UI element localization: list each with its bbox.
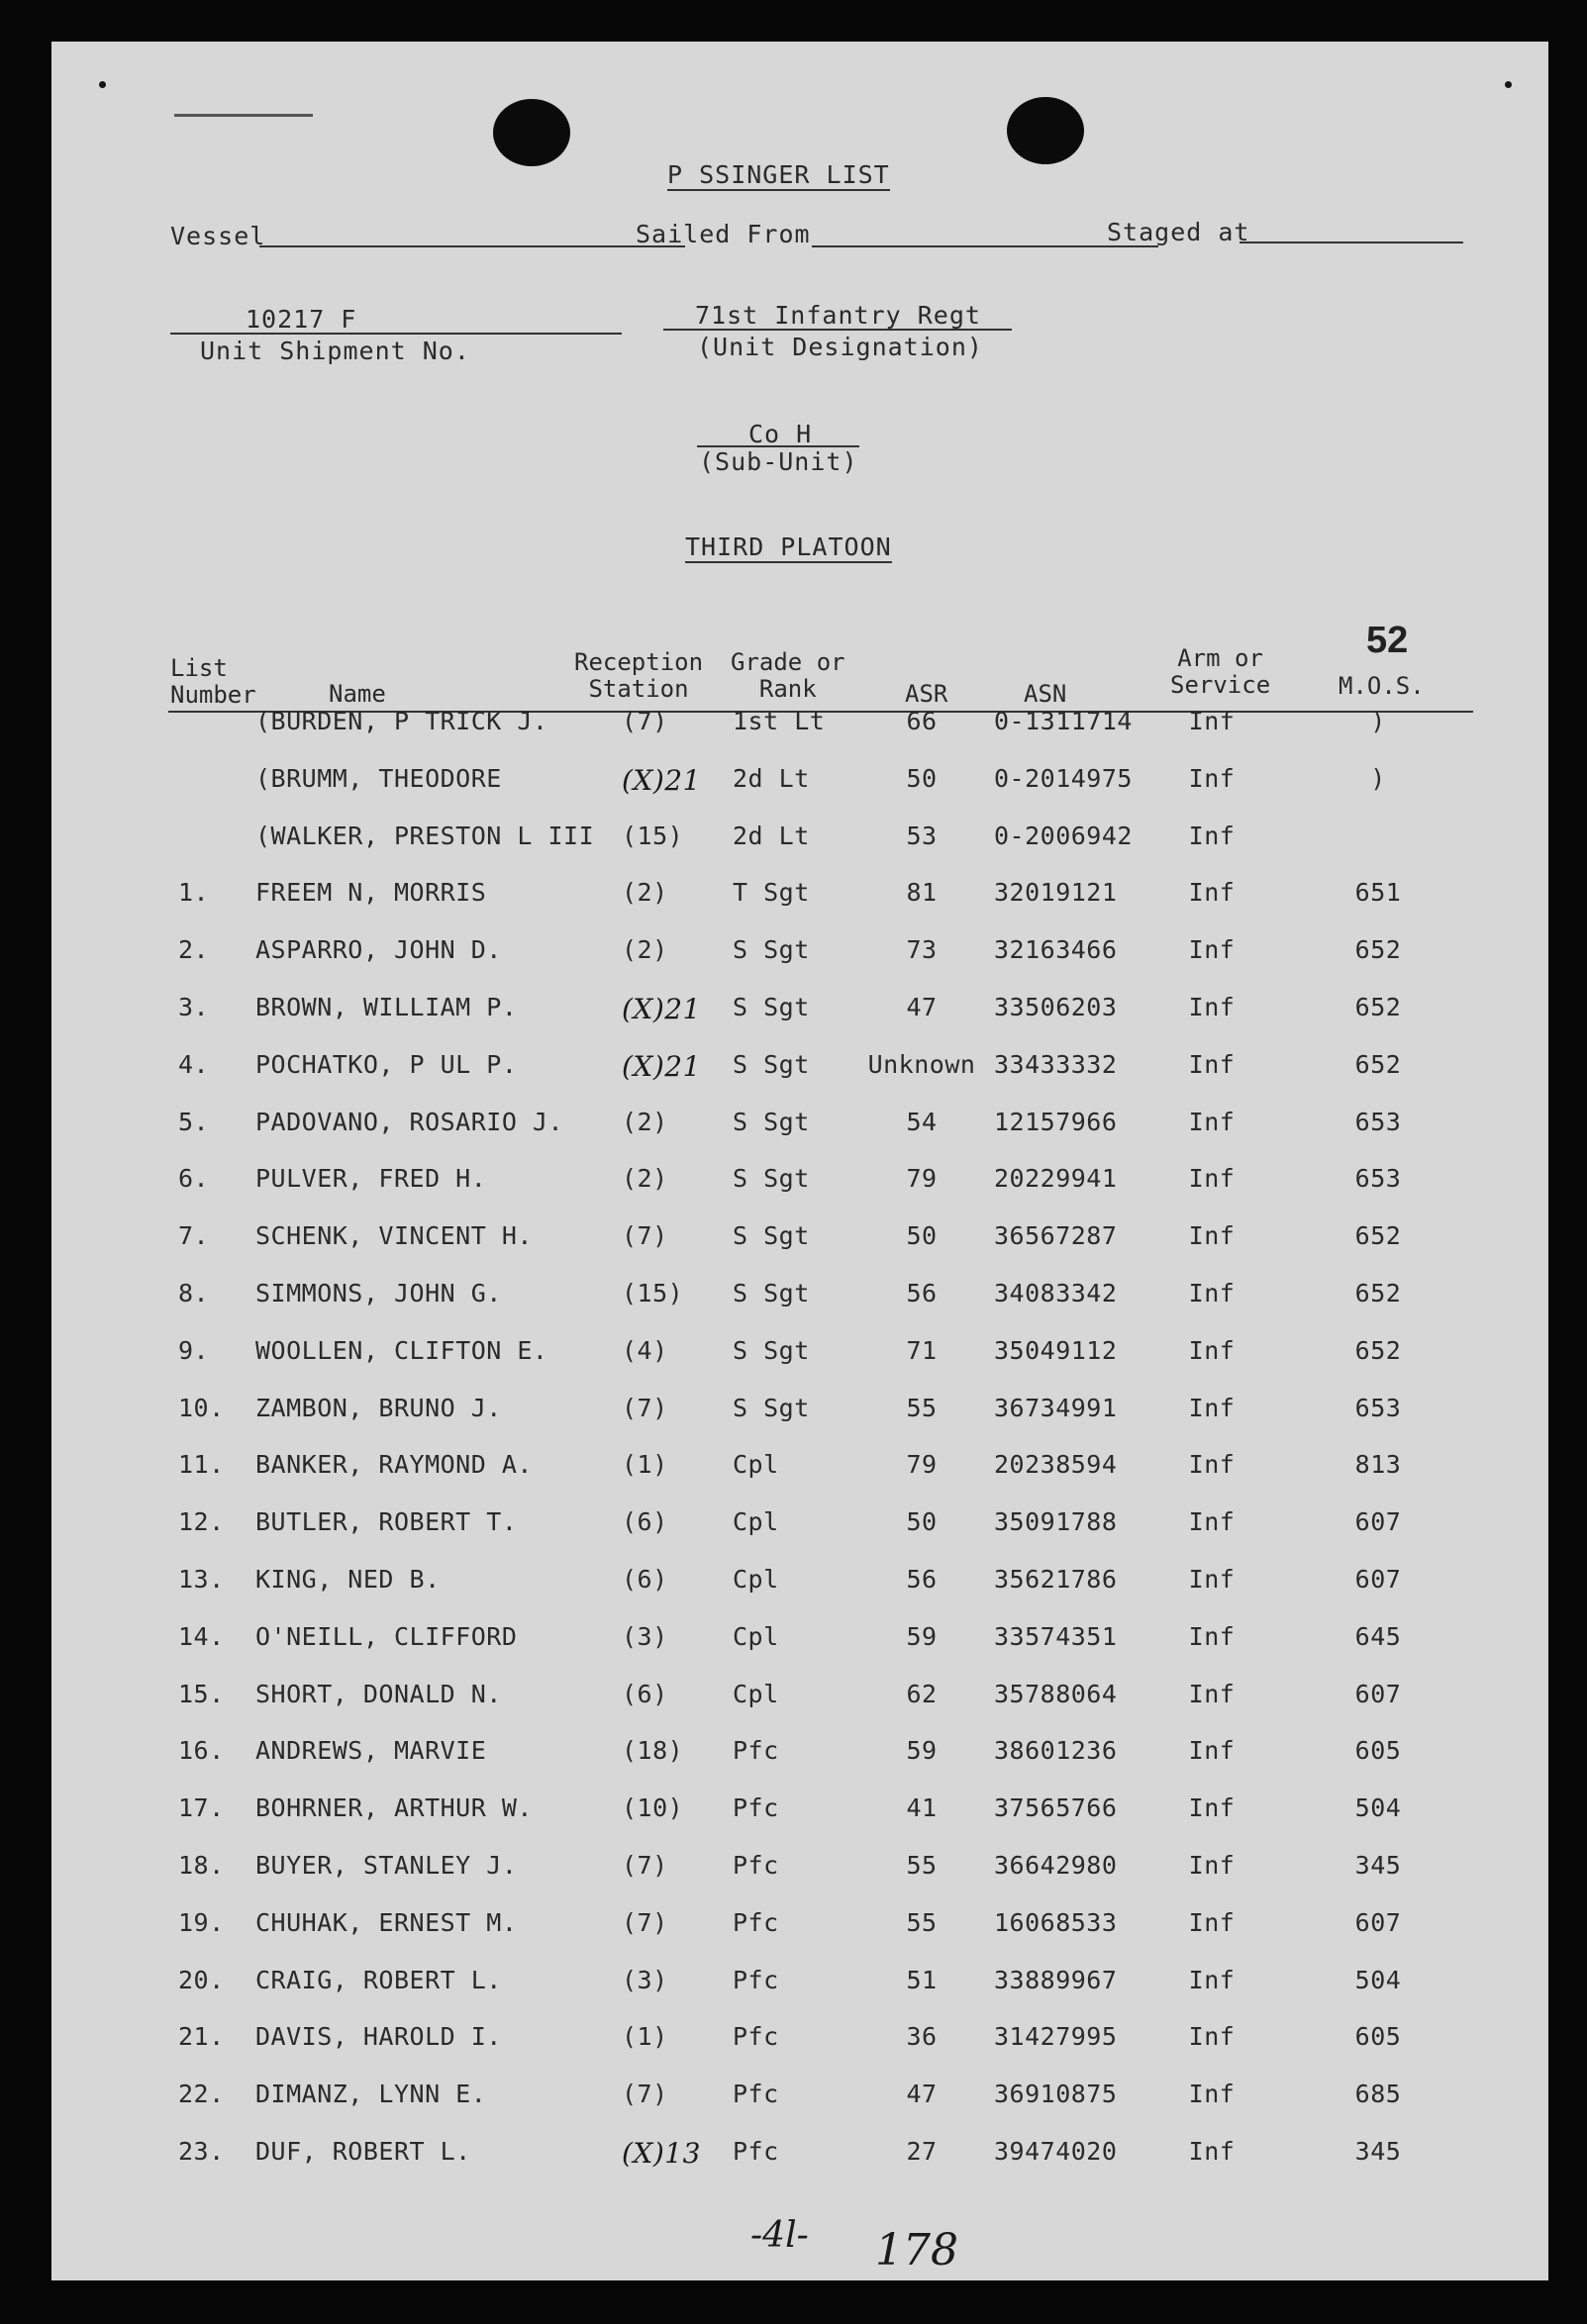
row-name: BANKER, RAYMOND A. — [255, 1450, 533, 1480]
row-mos: 605 — [1354, 2022, 1402, 2052]
row-mos: ) — [1370, 707, 1386, 735]
row-arm-service: Inf — [1188, 2022, 1236, 2052]
row-reception-station: (6) — [622, 1679, 668, 1708]
row-asr: 59 — [906, 1736, 938, 1766]
column-name: Name — [329, 680, 386, 708]
row-mos: 607 — [1354, 1907, 1402, 1937]
row-list-number: 5. — [178, 1107, 210, 1136]
row-grade: Pfc — [733, 1965, 779, 1994]
row-arm-service: Inf — [1188, 878, 1236, 908]
row-asr: 36 — [906, 2022, 938, 2052]
row-name: ANDREWS, MARVIE — [255, 1736, 487, 1766]
row-name: DIMANZ, LYNN E. — [255, 2080, 487, 2109]
row-asr: 50 — [906, 763, 938, 793]
row-name: WOOLLEN, CLIFTON E. — [255, 1335, 548, 1365]
column-arm-service: Arm or Service — [1170, 644, 1271, 699]
row-mos: 607 — [1354, 1507, 1402, 1537]
row-arm-service: Inf — [1188, 1679, 1236, 1708]
row-asr: 55 — [906, 1393, 938, 1422]
staged-at-field-line — [1240, 242, 1463, 243]
row-name: CHUHAK, ERNEST M. — [255, 1907, 518, 1937]
row-name: (WALKER, PRESTON L III — [255, 821, 595, 850]
column-grade: Grade or Rank — [731, 648, 845, 703]
row-list-number: 6. — [178, 1164, 210, 1194]
row-grade: Cpl — [733, 1450, 779, 1480]
document-sheet — [51, 42, 1548, 2280]
row-grade: Pfc — [733, 2022, 779, 2052]
row-grade: Pfc — [733, 2080, 779, 2109]
row-asr: 55 — [906, 1907, 938, 1937]
row-arm-service: Inf — [1188, 1049, 1236, 1079]
row-asr: 62 — [906, 1679, 938, 1708]
document-title: P SSINGER LIST — [667, 160, 890, 189]
unit-shipment-line — [170, 333, 622, 335]
row-asn: 34083342 — [994, 1279, 1118, 1307]
page-number: 178 — [875, 2225, 958, 2276]
row-asn: 36642980 — [994, 1851, 1118, 1880]
row-list-number: 19. — [178, 1907, 225, 1937]
row-asr: 41 — [906, 1793, 938, 1823]
row-reception-station: (2) — [622, 935, 668, 965]
row-mos: 504 — [1354, 1793, 1402, 1823]
row-grade: Pfc — [733, 2137, 779, 2166]
row-list-number: 21. — [178, 2022, 225, 2052]
row-arm-service: Inf — [1188, 1565, 1236, 1594]
row-mos: 652 — [1354, 1049, 1402, 1079]
row-reception-station: (6) — [622, 1507, 668, 1537]
row-name: PADOVANO, ROSARIO J. — [255, 1107, 564, 1136]
row-list-number: 3. — [178, 993, 210, 1021]
row-asr: 55 — [906, 1851, 938, 1880]
row-name: (BURDEN, P TRICK J. — [255, 707, 548, 735]
row-grade: Pfc — [733, 1907, 779, 1937]
row-mos: 605 — [1354, 1736, 1402, 1766]
row-asr: 66 — [906, 707, 938, 735]
row-asn: 0-2006942 — [994, 821, 1133, 850]
row-name: KING, NED B. — [255, 1565, 441, 1594]
row-grade: S Sgt — [733, 1335, 810, 1365]
row-list-number: 10. — [178, 1393, 225, 1422]
row-name: PULVER, FRED H. — [255, 1164, 487, 1194]
row-asn: 36910875 — [994, 2080, 1118, 2109]
row-asn: 0-2014975 — [994, 763, 1133, 793]
row-asr: 54 — [906, 1107, 938, 1136]
punch-hole-left — [493, 99, 570, 166]
row-reception-station: (2) — [622, 878, 668, 908]
row-reception-station: (18) — [622, 1736, 684, 1766]
row-mos: 652 — [1354, 1221, 1402, 1251]
row-grade: Cpl — [733, 1507, 779, 1537]
row-asn: 38601236 — [994, 1736, 1118, 1766]
row-mos: 345 — [1354, 2137, 1402, 2166]
row-mos: 652 — [1354, 993, 1402, 1021]
row-arm-service: Inf — [1188, 763, 1236, 793]
row-arm-service: Inf — [1188, 1107, 1236, 1136]
row-list-number: 2. — [178, 935, 210, 965]
row-arm-service: Inf — [1188, 1851, 1236, 1880]
row-reception-station: (7) — [622, 707, 668, 735]
row-arm-service: Inf — [1188, 1335, 1236, 1365]
row-grade: T Sgt — [733, 878, 810, 908]
row-list-number: 8. — [178, 1279, 210, 1307]
row-grade: Pfc — [733, 1851, 779, 1880]
row-grade: S Sgt — [733, 1279, 810, 1307]
row-mos: ) — [1370, 763, 1386, 793]
row-asn: 35091788 — [994, 1507, 1118, 1537]
sailed-from-label: Sailed From — [636, 220, 811, 248]
row-reception-station: (7) — [622, 1393, 668, 1422]
row-grade: Cpl — [733, 1621, 779, 1651]
row-mos: 652 — [1354, 1335, 1402, 1365]
row-asn: 35049112 — [994, 1335, 1118, 1365]
row-asn: 12157966 — [994, 1107, 1118, 1136]
row-asn: 16068533 — [994, 1907, 1118, 1937]
row-asn: 37565766 — [994, 1793, 1118, 1823]
row-name: (BRUMM, THEODORE — [255, 763, 502, 793]
row-name: SIMMONS, JOHN G. — [255, 1279, 502, 1307]
row-mos: 651 — [1354, 878, 1402, 908]
row-reception-station: (2) — [622, 1164, 668, 1194]
row-asr: 79 — [906, 1164, 938, 1194]
row-arm-service: Inf — [1188, 1793, 1236, 1823]
row-list-number: 17. — [178, 1793, 225, 1823]
row-reception-station: (X)13 — [622, 2137, 701, 2170]
row-asn: 0-1311714 — [994, 707, 1133, 735]
row-arm-service: Inf — [1188, 1736, 1236, 1766]
vessel-label: Vessel — [170, 222, 266, 250]
row-grade: S Sgt — [733, 935, 810, 965]
row-grade: S Sgt — [733, 1049, 810, 1079]
row-asr: 50 — [906, 1221, 938, 1251]
row-mos: 813 — [1354, 1450, 1402, 1480]
row-mos: 345 — [1354, 1851, 1402, 1880]
row-grade: Pfc — [733, 1736, 779, 1766]
row-grade: S Sgt — [733, 993, 810, 1021]
row-mos: 653 — [1354, 1393, 1402, 1422]
row-mos: 652 — [1354, 935, 1402, 965]
unit-shipment-number: 10217 F — [246, 305, 357, 334]
column-reception-station: Reception Station — [574, 648, 704, 703]
row-grade: 1st Lt — [733, 707, 826, 735]
row-arm-service: Inf — [1188, 1965, 1236, 1994]
row-arm-service: Inf — [1188, 1907, 1236, 1937]
row-name: BOHRNER, ARTHUR W. — [255, 1793, 533, 1823]
row-asr: 50 — [906, 1507, 938, 1537]
row-arm-service: Inf — [1188, 1507, 1236, 1537]
row-reception-station: (1) — [622, 2022, 668, 2052]
row-name: SCHENK, VINCENT H. — [255, 1221, 533, 1251]
row-name: BUYER, STANLEY J. — [255, 1851, 518, 1880]
row-reception-station: (1) — [622, 1450, 668, 1480]
platoon-heading: THIRD PLATOON — [685, 533, 892, 561]
row-reception-station: (7) — [622, 1851, 668, 1880]
row-reception-station: (3) — [622, 1621, 668, 1651]
row-asr: 51 — [906, 1965, 938, 1994]
row-asn: 32019121 — [994, 878, 1118, 908]
row-list-number: 11. — [178, 1450, 225, 1480]
row-list-number: 9. — [178, 1335, 210, 1365]
row-name: ZAMBON, BRUNO J. — [255, 1393, 502, 1422]
row-list-number: 20. — [178, 1965, 225, 1994]
unit-designation-line — [663, 329, 1012, 331]
row-list-number: 12. — [178, 1507, 225, 1537]
row-grade: S Sgt — [733, 1221, 810, 1251]
row-asr: 79 — [906, 1450, 938, 1480]
row-list-number: 1. — [178, 878, 210, 908]
page-stamp: 52 — [1366, 620, 1409, 661]
row-grade: S Sgt — [733, 1107, 810, 1136]
row-asn: 33433332 — [994, 1049, 1118, 1079]
row-mos: 607 — [1354, 1565, 1402, 1594]
row-arm-service: Inf — [1188, 993, 1236, 1021]
row-arm-service: Inf — [1188, 1621, 1236, 1651]
row-name: CRAIG, ROBERT L. — [255, 1965, 502, 1994]
row-reception-station: (15) — [622, 1279, 684, 1307]
row-arm-service: Inf — [1188, 2080, 1236, 2109]
row-mos: 607 — [1354, 1679, 1402, 1708]
row-reception-station: (7) — [622, 1907, 668, 1937]
row-mos: 653 — [1354, 1164, 1402, 1194]
row-list-number: 16. — [178, 1736, 225, 1766]
row-mos: 504 — [1354, 1965, 1402, 1994]
row-mos: 653 — [1354, 1107, 1402, 1136]
row-asn: 35788064 — [994, 1679, 1118, 1708]
row-list-number: 13. — [178, 1565, 225, 1594]
row-arm-service: Inf — [1188, 707, 1236, 735]
row-list-number: 18. — [178, 1851, 225, 1880]
row-reception-station: (7) — [622, 2080, 668, 2109]
row-list-number: 22. — [178, 2080, 225, 2109]
row-reception-station: (X)21 — [622, 993, 701, 1025]
column-list-number: List Number — [170, 654, 256, 709]
row-asn: 20238594 — [994, 1450, 1118, 1480]
row-name: BROWN, WILLIAM P. — [255, 993, 518, 1021]
row-reception-station: (4) — [622, 1335, 668, 1365]
row-list-number: 15. — [178, 1679, 225, 1708]
row-arm-service: Inf — [1188, 1393, 1236, 1422]
row-asn: 20229941 — [994, 1164, 1118, 1194]
punch-mark-dot — [1505, 81, 1512, 88]
row-name: DAVIS, HAROLD I. — [255, 2022, 502, 2052]
vessel-field-line — [259, 245, 685, 247]
column-asn: ASN — [1024, 680, 1067, 708]
row-name: O'NEILL, CLIFFORD — [255, 1621, 518, 1651]
row-asn: 33574351 — [994, 1621, 1118, 1651]
sub-unit-label: (Sub-Unit) — [699, 447, 858, 476]
row-grade: Pfc — [733, 1793, 779, 1823]
unit-shipment-label: Unit Shipment No. — [200, 337, 470, 365]
row-asr: 53 — [906, 821, 938, 850]
row-mos: 685 — [1354, 2080, 1402, 2109]
row-reception-station: (15) — [622, 821, 684, 850]
row-name: BUTLER, ROBERT T. — [255, 1507, 518, 1537]
row-grade: Cpl — [733, 1679, 779, 1708]
sub-unit: Co H — [748, 420, 813, 448]
row-name: DUF, ROBERT L. — [255, 2137, 471, 2166]
row-grade: 2d Lt — [733, 821, 810, 850]
punch-mark-dot — [99, 81, 106, 88]
row-asr: 71 — [906, 1335, 938, 1365]
row-grade: 2d Lt — [733, 763, 810, 793]
row-asn: 36734991 — [994, 1393, 1118, 1422]
row-reception-station: (X)21 — [622, 763, 701, 797]
column-mos: M.O.S. — [1339, 672, 1425, 700]
row-arm-service: Inf — [1188, 935, 1236, 965]
row-arm-service: Inf — [1188, 1450, 1236, 1480]
row-list-number: 14. — [178, 1621, 225, 1651]
row-reception-station: (2) — [622, 1107, 668, 1136]
column-asr: ASR — [905, 680, 948, 708]
row-grade: S Sgt — [733, 1164, 810, 1194]
row-reception-station: (7) — [622, 1221, 668, 1251]
row-arm-service: Inf — [1188, 821, 1236, 850]
row-asn: 36567287 — [994, 1221, 1118, 1251]
row-reception-station: (X)21 — [622, 1049, 701, 1083]
row-asr: 59 — [906, 1621, 938, 1651]
row-asr: 47 — [906, 2080, 938, 2109]
row-reception-station: (6) — [622, 1565, 668, 1594]
row-asr: 47 — [906, 993, 938, 1021]
row-mos: 645 — [1354, 1621, 1402, 1651]
row-asn: 35621786 — [994, 1565, 1118, 1594]
row-name: FREEM N, MORRIS — [255, 878, 487, 908]
staged-at-label: Staged at — [1107, 218, 1250, 246]
row-grade: Cpl — [733, 1565, 779, 1594]
row-asr: 81 — [906, 878, 938, 908]
row-name: POCHATKO, P UL P. — [255, 1049, 518, 1079]
handwritten-note: -4l- — [750, 2215, 809, 2256]
row-list-number: 23. — [178, 2137, 225, 2166]
row-asr: 73 — [906, 935, 938, 965]
row-name: SHORT, DONALD N. — [255, 1679, 502, 1708]
unit-designation: 71st Infantry Regt — [695, 301, 981, 330]
row-list-number: 4. — [178, 1049, 210, 1079]
row-asn: 31427995 — [994, 2022, 1118, 2052]
row-grade: S Sgt — [733, 1393, 810, 1422]
unit-designation-label: (Unit Designation) — [697, 333, 983, 361]
row-asn: 33889967 — [994, 1965, 1118, 1994]
row-asn: 39474020 — [994, 2137, 1118, 2166]
row-list-number: 7. — [178, 1221, 210, 1251]
row-asr: Unknown — [867, 1049, 976, 1079]
row-arm-service: Inf — [1188, 1279, 1236, 1307]
top-left-mark — [174, 114, 313, 117]
row-reception-station: (10) — [622, 1793, 684, 1823]
row-asr: 56 — [906, 1279, 938, 1307]
row-arm-service: Inf — [1188, 2137, 1236, 2166]
row-reception-station: (3) — [622, 1965, 668, 1994]
row-name: ASPARRO, JOHN D. — [255, 935, 502, 965]
row-asr: 27 — [906, 2137, 938, 2166]
punch-hole-right — [1007, 97, 1084, 164]
row-arm-service: Inf — [1188, 1164, 1236, 1194]
row-mos: 652 — [1354, 1279, 1402, 1307]
row-asn: 33506203 — [994, 993, 1118, 1021]
row-arm-service: Inf — [1188, 1221, 1236, 1251]
row-asn: 32163466 — [994, 935, 1118, 965]
row-asr: 56 — [906, 1565, 938, 1594]
